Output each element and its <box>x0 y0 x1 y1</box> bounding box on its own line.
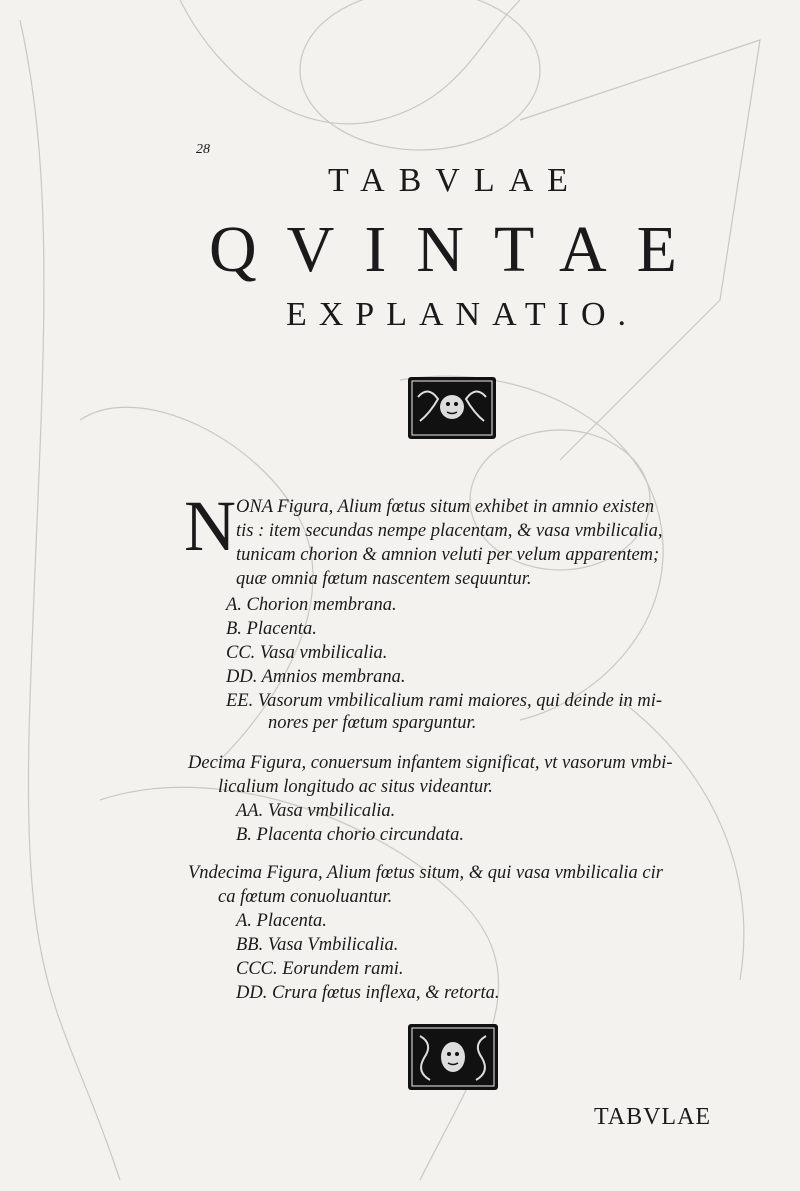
section3-line-1: Vndecima Figura, Alium fœtus situm, & qui vasa vmbilicalia cir <box>188 863 663 883</box>
page-number: 28 <box>196 142 210 157</box>
section1-item-5: EE. Vasorum vmbilicalium rami maiores, qui deinde in mi- <box>226 691 663 711</box>
section1-item-1: A. Chorion membrana. <box>226 595 397 615</box>
catchword: TABVLAE <box>594 1104 712 1130</box>
section3-item-4: DD. Crura fœtus inflexa, & retorta. <box>236 983 500 1003</box>
section1-item-4: DD. Amnios membrana. <box>226 667 406 687</box>
ornament-tailpiece <box>408 1024 498 1090</box>
section1-item-5-cont: nores per fœtum sparguntur. <box>268 713 477 733</box>
section2-item-1: AA. Vasa vmbilicalia. <box>236 801 396 821</box>
section3-item-2: BB. Vasa Vmbilicalia. <box>236 935 399 955</box>
title-line-1: TABVLAE <box>328 162 582 199</box>
section1-item-3: CC. Vasa vmbilicalia. <box>226 643 388 663</box>
section1-line-1: ONA Figura, Alium fœtus situm exhibet in amnio existen <box>236 497 655 517</box>
title-line-2: QVINTAE <box>209 213 707 286</box>
ornament-headpiece <box>408 377 496 439</box>
section3-line-2: ca fœtum conuoluantur. <box>218 887 393 907</box>
section2-item-2: B. Placenta chorio circundata. <box>236 825 464 845</box>
section2-line-1: Decima Figura, conuersum infantem significat, vt vasorum vmbi- <box>188 753 673 773</box>
title-line-3: EXPLANATIO. <box>285 296 639 333</box>
section3-item-3: CCC. Eorundem rami. <box>236 959 404 979</box>
section3-item-1: A. Placenta. <box>236 911 327 931</box>
section1-line-3: tunicam chorion & amnion veluti per velum apparentem; <box>236 545 660 565</box>
section1-item-2: B. Placenta. <box>226 619 317 639</box>
section1-line-2: tis : item secundas nempe placentam, & vasa vmbilicalia, <box>236 521 663 541</box>
section1-line-4: quæ omnia fœtum nascentem sequuntur. <box>236 569 532 589</box>
drop-cap: N <box>184 486 236 566</box>
section2-line-2: licalium longitudo ac situs videantur. <box>218 777 493 797</box>
